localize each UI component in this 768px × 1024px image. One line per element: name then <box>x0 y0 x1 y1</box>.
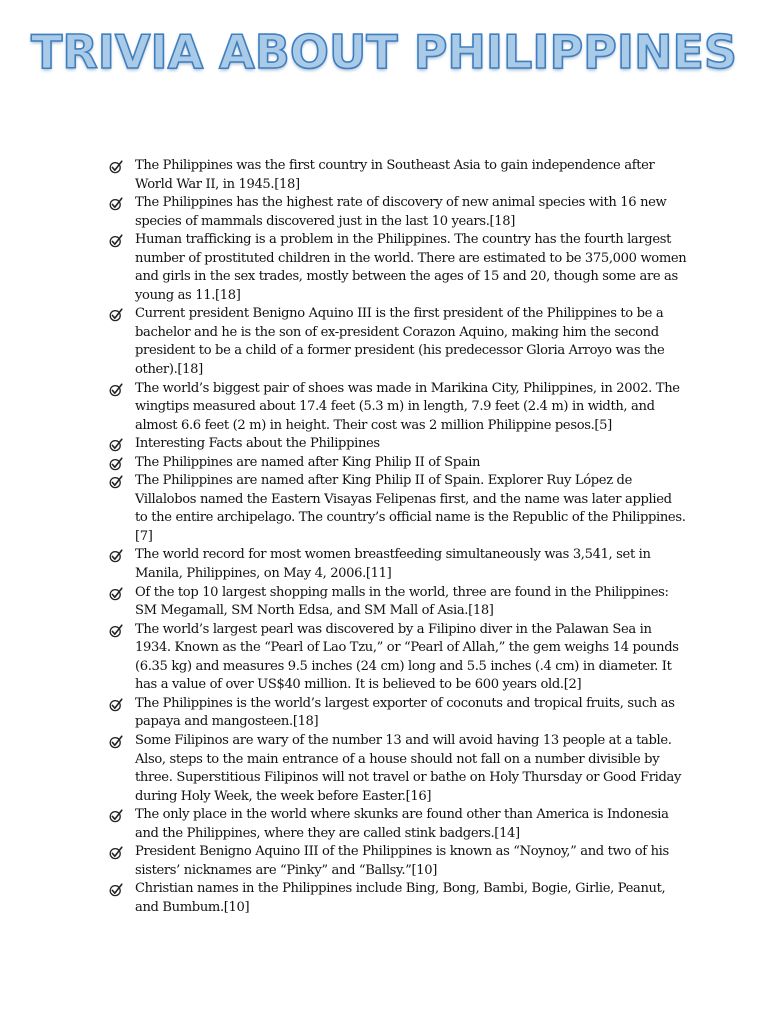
list-item <box>107 806 687 843</box>
fact-text: The Philippines has the highest rate of discovery of new animal species with 16 new species of mammals discovered just in the last 10 years.[18] <box>135 195 667 229</box>
check-circle-icon <box>109 549 123 563</box>
fact-text: The only place in the world where skunks are found other than America is Indonesia and the Philippines, where they are called stink badgers.[14] <box>135 807 669 841</box>
list-item <box>107 843 687 880</box>
check-circle-icon <box>109 160 123 174</box>
fact-text: The world’s largest pearl was discovered by a Filipino diver in the Palawan Sea in 1934. Known as the “Pearl of Lao Tzu,” or “Pearl of Allah,” the gem weighs 14 pounds (6.35 kg) and measures 9.5 inches (24 cm) long and 5.5 inches (.4 cm) in diameter. It has a value of over US$40 million. It is believed to be 600 years old.[2] <box>135 621 679 693</box>
check-circle-icon <box>109 308 123 322</box>
check-circle-icon <box>109 846 123 860</box>
fact-text: Christian names in the Philippines include Bing, Bong, Bambi, Bogie, Girlie, Peanut, and Bumbum.[10] <box>135 881 666 915</box>
list-item <box>107 157 687 194</box>
list-item <box>107 546 687 583</box>
fact-text: The Philippines was the first country in Southeast Asia to gain independence after World War II, in 1945.[18] <box>135 158 655 192</box>
check-circle-icon <box>109 809 123 823</box>
list-item <box>107 472 687 546</box>
fact-text: Of the top 10 largest shopping malls in the world, three are found in the Philippines: SM Megamall, SM North Edsa, and SM Mall of Asia.[18] <box>135 584 669 619</box>
list-item <box>107 435 687 454</box>
fact-text: Human trafficking is a problem in the Philippines. The country has the fourth largest number of prostituted children in the world. There are estimated to be 375,000 women and girls in the sex trades, mostly between the ages of 15 and 20, though some are as young as 11.[18] <box>135 232 687 303</box>
check-circle-icon <box>109 438 123 452</box>
check-circle-icon <box>109 234 123 248</box>
fact-text: President Benigno Aquino III of the Philippines is known as “Noynoy,” and two of his sisters’ nicknames are “Pinky” and “Ballsy.”[10] <box>135 844 669 878</box>
list-item <box>107 695 687 732</box>
fact-text: Interesting Facts about the Philippines <box>135 436 380 452</box>
fact-text: The Philippines is the world’s largest exporter of coconuts and tropical fruits, such as papaya and mangosteen.[18] <box>135 695 675 730</box>
list-item <box>107 194 687 231</box>
list-item <box>107 584 687 621</box>
list-item <box>107 880 687 917</box>
fact-text: The world record for most women breastfeeding simultaneously was 3,541, set in Manila, Philippines, on May 4, 2006.[11] <box>135 547 651 582</box>
fact-text: The Philippines are named after King Philip II of Spain. Explorer Ruy López de Villalobos named the Eastern Visayas Felipenas first, and the name was later applied to the entire archipelago. The country’s official name is the Republic of the Philippines.[7] <box>135 473 686 544</box>
check-circle-icon <box>109 383 123 397</box>
page-title: TRIVIA ABOUT PHILIPPINES <box>30 25 738 79</box>
check-circle-icon <box>109 883 123 897</box>
fact-text: The Philippines are named after King Philip II of Spain <box>135 454 481 470</box>
check-circle-icon <box>109 587 123 601</box>
list-item <box>107 454 687 473</box>
fact-text: Current president Benigno Aquino III is the first president of the Philippines to be a bachelor and he is the son of ex-president Corazon Aquino, making him the second president to be a child of a former president (his predecessor Gloria Arroyo was the other).[18] <box>135 306 665 378</box>
check-circle-icon <box>109 698 123 712</box>
fact-text: Some Filipinos are wary of the number 13 and will avoid having 13 people at a table. Also, steps to the main entrance of a house should not fall on a number divisible by three. Superstitious Filipinos will not travel or bathe on Holy Thursday or Good Friday during Holy Week, the week before Easter.[16] <box>135 732 681 804</box>
list-item <box>107 621 687 695</box>
check-circle-icon <box>109 457 123 471</box>
check-circle-icon <box>109 475 123 489</box>
list-item <box>107 380 687 436</box>
fact-text: The world’s biggest pair of shoes was made in Marikina City, Philippines, in 2002. The wingtips measured about 17.4 feet (5.3 m) in length, 7.9 feet (2.4 m) in width, and almost 6.6 feet (2 m) in height. Their cost was 2 million Philippine pesos.[5] <box>135 380 680 433</box>
check-circle-icon <box>109 735 123 749</box>
fact-list <box>107 157 687 917</box>
list-item <box>107 305 687 379</box>
check-circle-icon <box>109 624 123 638</box>
list-item <box>107 231 687 305</box>
list-item <box>107 732 687 806</box>
check-circle-icon <box>109 197 123 211</box>
